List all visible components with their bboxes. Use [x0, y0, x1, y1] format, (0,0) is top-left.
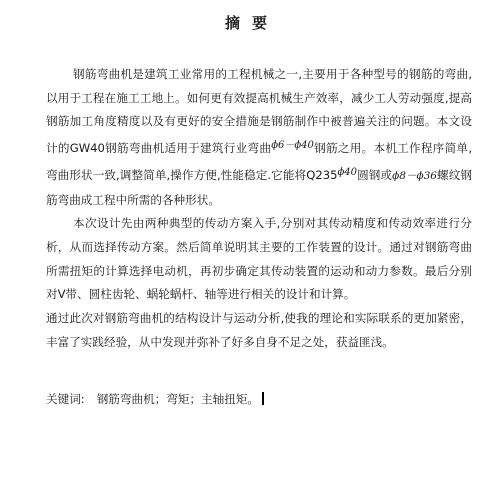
keywords-value: 钢筋弯曲机；弯矩；主轴扭矩。: [96, 392, 260, 406]
p1-formula-rebar-range: ϕ6－ϕ40: [271, 140, 314, 152]
p1-text-3: 圆钢或: [357, 167, 393, 182]
p3-text: 通过此次对钢筋弯曲机的结构设计与运动分析,使我的理论和实际联系的更加紧密，丰富了实践经验，从中发现并弥补了好多自身不足之处，获益匪浅。: [46, 311, 472, 349]
keywords-line: [46, 389, 472, 409]
abstract-title: 摘要: [224, 14, 279, 32]
text-cursor: [262, 392, 264, 405]
p1-text-2: 钢筋之用。本机工作程序简单,弯曲形状一致,调整简单,操作方便,性能稳定.它能将Q235: [46, 141, 473, 182]
p1-text-4: 螺纹钢筋弯曲成工程中所需的各种形状。: [46, 167, 472, 207]
p2-text: 本次设计先由两种典型的传动方案入手,分别对其传动精度和传动效率进行分析，从而选择传动方案。然后简单说明其主要的工作装置的设计。通过对钢筋弯曲所需扭矩的计算选择电动机，再初步确定其传动装置的运动和动力参数。最后分别对V带、圆柱齿轮、蜗轮蜗杆、轴等进行相关的设计和计算。: [46, 216, 472, 302]
paragraph-3: [46, 307, 472, 354]
keywords-label: 关键词:: [46, 392, 85, 406]
paragraph-2: [46, 212, 472, 307]
paragraph-1: [46, 63, 472, 212]
p1-formula-q235-diameter: ϕ40: [337, 166, 357, 178]
p1-text-1: 钢筋弯曲机是建筑工业常用的工程机械之一,主要用于各种型号的钢筋的弯曲,以用于工程在施工工地上。如何更有效提高机械生产效率，减少工人劳动强度,提高钢筋加工角度精度以及有更好的安全措施是钢筋制作中被普遍关注的问题。本文设计的GW40钢筋弯曲机适用于建筑行业弯曲: [46, 67, 472, 156]
abstract-body: [46, 63, 472, 354]
p1-formula-thread-range: ϕ8－ϕ36: [392, 169, 437, 182]
